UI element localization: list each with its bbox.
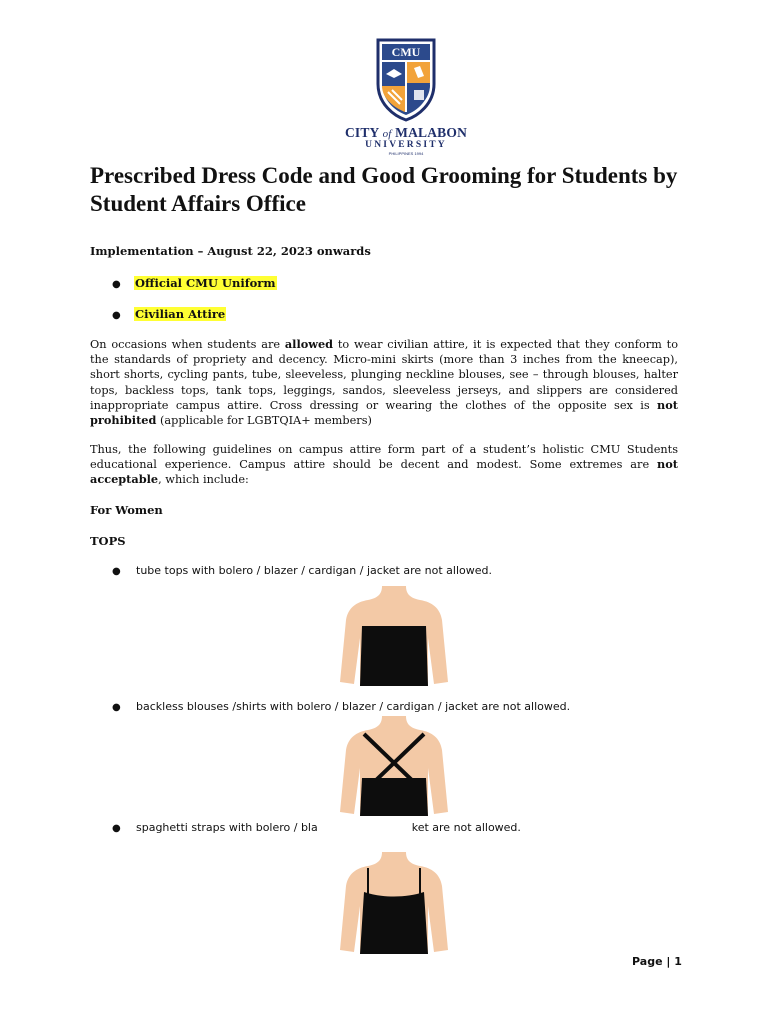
- bullet-official-uniform: [112, 276, 277, 290]
- bullet-civilian-attire: [112, 307, 226, 321]
- item-spaghetti-straps: ● spaghetti straps with bolero / bla ket are not allowed.: [112, 821, 521, 834]
- bullet-dot: ●: [112, 310, 121, 321]
- civilian-attire-paragraph: On occasions when students are allowed to wear civilian attire, it is expected that they conform to the standards of propriety and decency. Micro-mini skirts (more than 3 inches from the kneecap), short shorts, cycling pants, tube, sleeveless, plunging neckline blouses, see – through blouses, halter tops, backless tops, tank tops, leggings, sandos, sleeveless jerseys, and slippers are considered inappropriate campus attire. Cross dressing or wearing the clothes of the opposite sex is not prohibited (applicable for LGBTQIA+ members): [90, 337, 678, 428]
- guidelines-paragraph: Thus, the following guidelines on campus attire form part of a student’s holistic CMU Students educational experience. Campus attire should be decent and modest. Some extremes are not acceptable, which include:: [90, 443, 678, 487]
- bullet-dot: ●: [112, 279, 121, 290]
- spaghetti-strap-illustration: [338, 852, 450, 954]
- tube-top-illustration: [338, 586, 450, 686]
- subsection-heading-tops: TOPS: [90, 534, 126, 548]
- bullet-dot: ●: [112, 823, 121, 834]
- backless-blouse-illustration: [338, 716, 450, 816]
- bullet-label: Civilian Attire: [135, 307, 226, 321]
- item-tube-tops: ● tube tops with bolero / blazer / cardigan / jacket are not allowed.: [112, 564, 492, 577]
- crest-text: CMU: [391, 45, 421, 59]
- section-heading-women: For Women: [90, 503, 163, 517]
- implementation-date: Implementation – August 22, 2023 onwards: [90, 244, 371, 258]
- document-title: Prescribed Dress Code and Good Grooming for Students by Student Affairs Office: [90, 163, 678, 216]
- university-subtitle: UNIVERSITY: [365, 140, 447, 150]
- page-number: Page | 1: [632, 955, 682, 968]
- bullet-label: Official CMU Uniform: [135, 276, 276, 290]
- bullet-dot: ●: [112, 566, 121, 577]
- bullet-dot: ●: [112, 702, 121, 713]
- university-name: CITY of MALABON: [344, 125, 468, 140]
- university-tagline: PHILIPPINES 1994: [388, 151, 424, 156]
- item-backless-blouses: ● backless blouses /shirts with bolero / blazer / cardigan / jacket are not allowed.: [112, 700, 571, 713]
- university-logo: [343, 38, 469, 158]
- shield-crest-icon: [376, 38, 436, 122]
